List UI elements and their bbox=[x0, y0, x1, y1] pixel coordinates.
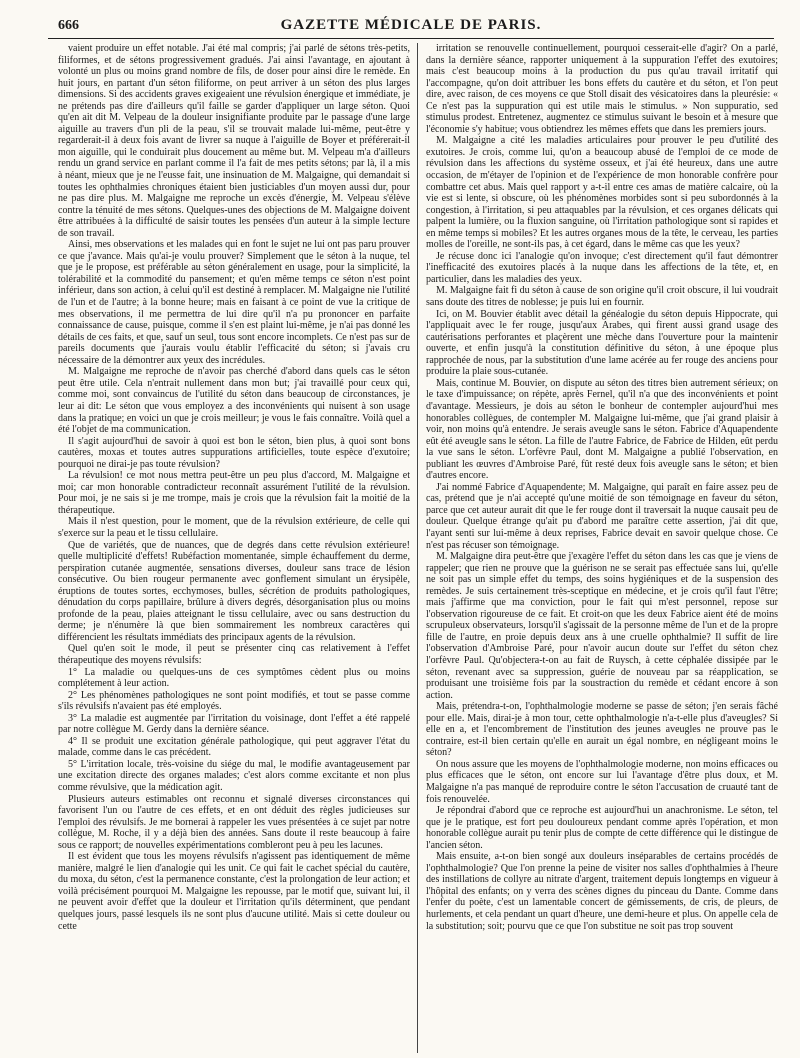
paragraph: Mais ensuite, a-t-on bien songé aux douleurs inséparables de certains procédés de l'ophthalmologie? Que l'on prenne la peine de visiter nos salles d'ophthalmies à l'heure des instillations de collyre au nitrate d'argent, traitement depuis longtemps en vigueur à l'hôpital des enfants; on y verra des scènes dignes du pinceau du Dante. Comme dans l'enfer du poète, c'est un lamentable concert de gémissements, de cris, de pleurs, de hurlements, et cela pendant un quart d'heure, une demi-heure et plus. On appelle cela de la substitution; soit; pourvu que ce que l'on substitue ne soit pas trop souvent bbox=[426, 851, 778, 932]
paragraph: Que de variétés, que de nuances, que de degrés dans cette révulsion extérieure! quelle multiplicité d'effets! Rubéfaction momentanée, simple échauffement du derme, perspiration cutanée augmentée, sensations diverses, douleur sans trace de lésion consécutive. Ou bien rougeur permanente avec gonflement simulant un érysipèle, éruptions de toutes sortes, ecchymoses, bulles, sécrétion de produits pathologiques, dénudation du corps papillaire, brûlure à divers degrés, désorganisation plus ou moins profonde de la peau, plaies atteignant le tissu cellulaire, avec ou sans destruction du derme; je n'énumère là que bien sommairement les nombreux caractères qui différencient les résultats immédiats des principaux agents de la révulsion. bbox=[58, 539, 410, 643]
paragraph: Il s'agit aujourd'hui de savoir à quoi est bon le séton, bien plus, à quoi sont bons cautères, moxas et toutes autres suppurations artificielles, toute espèce d'exutoire; pourquoi ne dirai-je pas toute révulsion? bbox=[58, 435, 410, 470]
paragraph: 2° Les phénomènes pathologiques ne sont point modifiés, et tout se passe comme s'ils révulsifs n'avaient pas été employés. bbox=[58, 689, 410, 713]
paragraph: Il est évident que tous les moyens révulsifs n'agissent pas identiquement de même manière, malgré le lien d'analogie qui les unit. Ce qui fait le cachet spécial du cautère, du moxa, du séton, c'est la permanence constante, c'est la prolongation de leur action; et voilà précisément pourquoi M. Malgaigne les repousse, par le motif que, suivant lui, il ne peuvent avoir d'effet que la douleur et l'irritation qu'ils déterminent, que pendant quelques jours, passé lesquels ils ne sont plus d'aucune utilité. Mais si cette douleur ou cette bbox=[58, 851, 410, 932]
column-divider bbox=[417, 43, 418, 1053]
paragraph: vaient produire un effet notable. J'ai été mal compris; j'ai parlé de sétons très-petits, filiformes, et de sétons progressivement gradués. J'ai ainsi l'avantage, en ajoutant à volonté un plus ou moins grand nombre de fils, de doser pour ainsi dire le remède. En huit jours, en partant d'un séton filiforme, on peut arriver à un séton des plus larges dimensions. Si des accidents graves exigeaient une révulsion énergique et immédiate, je ne prétends pas dire d'ailleurs qu'il faille se garder d'appliquer un large séton. Quoi qu'en ait dit M. Velpeau de la douleur insignifiante produite par le passage d'une large aiguille au travers d'un pli de la peau, s'il se trouvait malade lui-même, peut-être y regarderait-il à deux fois avant de livrer sa nuque à l'aiguille de Boyer et préférerait-il mon aiguille, qui le conduirait plus doucement au même but. M. Velpeau m'a d'ailleurs rendu un grand service en parlant comme il l'a fait de mes petits sétons; par là, il a mis à néant, mieux que je ne l'eusse fait, une insinuation de M. Malgaigne, qui demandait si toutes les ophthalmies chroniques étaient bien justiciables d'un moyen aussi dur, pour ne pas dire plus. M. Malgaigne me reproche un excès d'énergie, M. Velpeau s'élève contre la ténuité de mes sétons. Quelques-unes des objections de M. Malgaigne doivent être attribuées à la difficulté de saisir toutes les pensées d'un auteur à la simple lecture de son travail. bbox=[58, 43, 410, 239]
paragraph: Je répondrai d'abord que ce reproche est aujourd'hui un anachronisme. Le séton, tel que je le pratique, est fort peu douloureux pendant comme après l'opération, et mon honorable collègue aurait pu tenir plus de compte de cette différence qui le distingue de l'ancien séton. bbox=[426, 805, 778, 851]
paragraph: On nous assure que les moyens de l'ophthalmologie moderne, non moins efficaces ou plus efficaces que le séton, ont encore sur lui l'avantage d'être plus doux, et M. Malgaigne n'a pas manqué de reproduire contre le séton l'accusation de cruauté tant de fois renouvelée. bbox=[426, 758, 778, 805]
right-column bbox=[426, 43, 778, 1053]
paragraph: Je récuse donc ici l'analogie qu'on invoque; c'est directement qu'il faut démontrer l'inefficacité des exutoires placés à la nuque dans les affections de la tête, et, en particulier, dans les maladies des yeux. bbox=[426, 250, 778, 285]
paragraph: M. Malgaigne me reproche de n'avoir pas cherché d'abord dans quels cas le séton peut être utile. Cela n'entrait nullement dans mon but; j'ai travaillé pour ceux qui, comme moi, sont convaincus de l'utilité du séton dans beaucoup de circonstances, je leur ai dit: Le séton que vous employez a des inconvénients qui nuisent à son usage dans la pratique; en voici un que je crois meilleur; je vous le fais connaître. Voilà quel a été l'objet de ma communication. bbox=[58, 366, 410, 436]
page-header bbox=[48, 12, 774, 39]
page-number: 666 bbox=[58, 18, 79, 33]
left-column bbox=[58, 43, 410, 1053]
paragraph: Quel qu'en soit le mode, il peut se présenter cinq cas relativement à l'effet thérapeutique des moyens révulsifs: bbox=[58, 643, 410, 666]
paragraph: irritation se renouvelle continuellement, pourquoi cesserait-elle d'agir? On a parlé, dans la dernière séance, rapporter uniquement à la suppuration l'effet des exutoires; mais c'est beaucoup moins à la production du pus qu'au travail irritatif qui l'accompagne, qu'on doit attribuer les bons effets du cautère et du séton, et l'on peut dire, avec raison, de ces moyens ce que Stoll disait des vésicatoires dans la pleurésie: « Ce n'est pas la suppuration qui est utile mais le stimulus. » Non suppuratio, sed stimulus prodest. Entretenez, augmentez ce stimulus suivant le besoin et à mesure que l'économie s'y habitue; vous obtiendrez les mêmes effets que dans les premiers jours. bbox=[426, 43, 778, 135]
paragraph: 1° La maladie ou quelques-uns de ces symptômes cèdent plus ou moins complétement à leur action. bbox=[58, 666, 410, 690]
paragraph: J'ai nommé Fabrice d'Aquapendente; M. Malgaigne, qui paraît en faire assez peu de cas, prétend que je n'ai accepté qu'une moitié de son témoignage en faveur du séton, parce que cet auteur aurait dit que le fer rouge dont il traversait la nuque causait peu de douleur. Quelque étrange qu'ait pu d'abord me paraître cette assertion, j'ai dit que, l'ayant senti sur lui-même à deux reprises, Fabrice devait en savoir quelque chose. Ce n'est pas récuser son témoignage. bbox=[426, 481, 778, 551]
journal-title: GAZETTE MÉDICALE DE PARIS. bbox=[280, 17, 542, 33]
paragraph: M. Malgaigne fait fi du séton à cause de son origine qu'il croit obscure, il lui voudrait sans doute des titres de noblesse; je puis lui en fournir. bbox=[426, 285, 778, 309]
paragraph: 5° L'irritation locale, très-voisine du siége du mal, le modifie avantageusement par une excitation directe des organes malades; c'est alors comme excitante et non plus comme révulsive, que la médication agit. bbox=[58, 758, 410, 793]
paragraph: Mais, continue M. Bouvier, on dispute au séton des titres bien autrement sérieux; on le taxe d'impuissance; on répète, après Fernel, qu'il n'a que des inconvénients et point d'avantage. Messieurs, je dois au séton le bonheur de contempler aujourd'hui mes honorables collègues, de contempler M. Malgaigne lui-même, que j'ai grand plaisir à voir, non moins qu'à entendre. Je serais aveugle sans le séton. Fabrice d'Aquapendente eût été aveugle sans le séton. La fille de l'autre Fabrice, de Fabrice de Hilden, eût perdu la vue sans le séton. L'orfèvre Paul, dont M. Malgaigne a publié l'observation, en publiant les œuvres d'Ambroise Paré, fût resté deux fois aveugle sans le séton; et bien d'autres encore. bbox=[426, 377, 778, 482]
paragraph: Ainsi, mes observations et les malades qui en font le sujet ne lui ont pas paru prouver ce que j'avance. Mais qu'ai-je voulu prouver? Simplement que le séton à la nuque, tel que je le propose, est préférable au séton généralement en usage, pour la simplicité, la tolérabilité et la commodité du pansement; et qu'en même temps ce séton n'est point inférieur, dans son action, à celui qu'il est destiné à remplacer. M. Malgaigne nie l'utilité de l'un et de l'autre; à la bonne heure; mais en faisant à ce point de vue la critique de mes observations, il me permettra de lui dire qu'il n'a pu prononcer en parfaite connaissance de cause, puisque, comme il s'en est plaint lui-même, je n'ai pas donné les détails de ces faits, et que, sauf un seul, tous sont encore incomplets. Ce n'est pas sur de pareils documents que j'aurais voulu établir l'efficacité du séton; si j'avais cru nécessaire de la démontrer aux yeux des incrédules. bbox=[58, 239, 410, 366]
article-columns bbox=[48, 43, 778, 1053]
paragraph: Mais, prétendra-t-on, l'ophthalmologie moderne se passe de séton; j'en serais fâché pour elle. Mais, dirai-je à mon tour, cette ophthalmologie n'a-t-elle plus d'aveugles? Si elle en a, et l'encombrement de l'institution des jeunes aveugles ne prouve pas le contraire, est-il bien certain qu'elle en aurait un égal nombre, en négligeant moins le séton? bbox=[426, 701, 778, 759]
paragraph: Mais il n'est question, pour le moment, que de la révulsion extérieure, de celle qui s'exerce sur la peau et le tissu cellulaire. bbox=[58, 516, 410, 539]
paragraph: Plusieurs auteurs estimables ont reconnu et signalé diverses circonstances qui favorisent l'un ou l'autre de ces effets, et en ont déduit des règles judicieuses sur l'emploi des révulsifs. Je me bornerai à rappeler les vues présentées à ce sujet par notre collègue, M. Roche, il y a déjà bien des années. Sans doute il reste beaucoup à faire sous ce rapport; de nouvelles expérimentations combleront peu à peu les lacunes. bbox=[58, 793, 410, 851]
paragraph: 3° La maladie est augmentée par l'irritation du voisinage, dont l'effet a été rappelé par notre collègue M. Gerdy dans la dernière séance. bbox=[58, 712, 410, 736]
paragraph: 4° Il se produit une excitation générale pathologique, qui peut aggraver l'état du malade, comme dans le cas précédent. bbox=[58, 735, 410, 759]
paragraph: Ici, on M. Bouvier établit avec détail la généalogie du séton depuis Hippocrate, qui l'appliquait avec le fer rouge, jusqu'aux Arabes, qui firent aussi grand usage des cautérisations perforantes et plaçèrent une mèche dans l'ouverture pour la maintenir ouverte, et enfin jusqu'à la constitution définitive du séton, à une époque plus rapprochée de nous, par la substitution d'une lame acérée au fer rouge des anciens pour produire la plaie sous-cutanée. bbox=[426, 308, 778, 378]
paragraph: M. Malgaigne dira peut-être que j'exagère l'effet du séton dans les cas que je viens de rappeler; que rien ne prouve que la guérison ne se serait pas effectuée sans lui, qu'elle ne soit pas un simple effet du temps, des soins hygiéniques et de la suspension des remèdes. Je suis certainement très-sceptique en médecine, et je crois qu'il faut l'être; mais j'affirme que ma conviction, pour le fait qui m'est personnel, repose sur l'observation rigoureuse de ce fait. Et croit-on que les deux Fabrice aient été de moins scrupuleux observateurs, lorsqu'il s'agissait de la personne même de l'un et de la propre fille de l'autre, en proie depuis deux ans à une cruelle ophthalmie? Il suffit de lire l'observation d'Ambroise Paré, pour n'avoir aucun doute sur l'effet du séton chez l'orfèvre Paul. Qu'objectera-t-on au fait de Ruysch, à cette céphalée dissipée par le séton, revenant avec sa suppression, guérie de nouveau par sa réapplication, se produisant une troisième fois par la soustraction du remède et cédant encore à son action. bbox=[426, 551, 778, 701]
paragraph: M. Malgaigne a cité les maladies articulaires pour prouver le peu d'utilité des exutoires. Je crois, comme lui, qu'on a beaucoup abusé de l'emploi de ce mode de révulsion dans les affections du système osseux, et j'ai été heureux, dans une autre occasion, de m'étayer de l'opinion et de l'expérience de mon honorable confrère pour combattre cet abus. Mais quel rapport y a-t-il entre ces amas de matière calcaire, où la vie est si lente, si obscure, où les phénomènes morbides sont si peu subordonnés à la congestion, à l'irritation, si peu attaquables par la révulsion, et ces organes délicats qui palpent la lumière, ou la fluxion sanguine, où l'irritation pathologique sont si rapides et en même temps si mobiles? Et les autres organes mous de la tête, le cerveau, les parties molles de l'oreille, ne sont-ils pas, à cet égard, dans le même cas que les yeux? bbox=[426, 135, 778, 251]
paragraph: La révulsion! ce mot nous mettra peut-être un peu plus d'accord, M. Malgaigne et moi; car mon honorable contradicteur reconnaît assurément l'utilité de la révulsion. Pour moi, je ne sais si je me trompe, mais je crois que la révulsion fait la moitié de la thérapeutique. bbox=[58, 470, 410, 516]
